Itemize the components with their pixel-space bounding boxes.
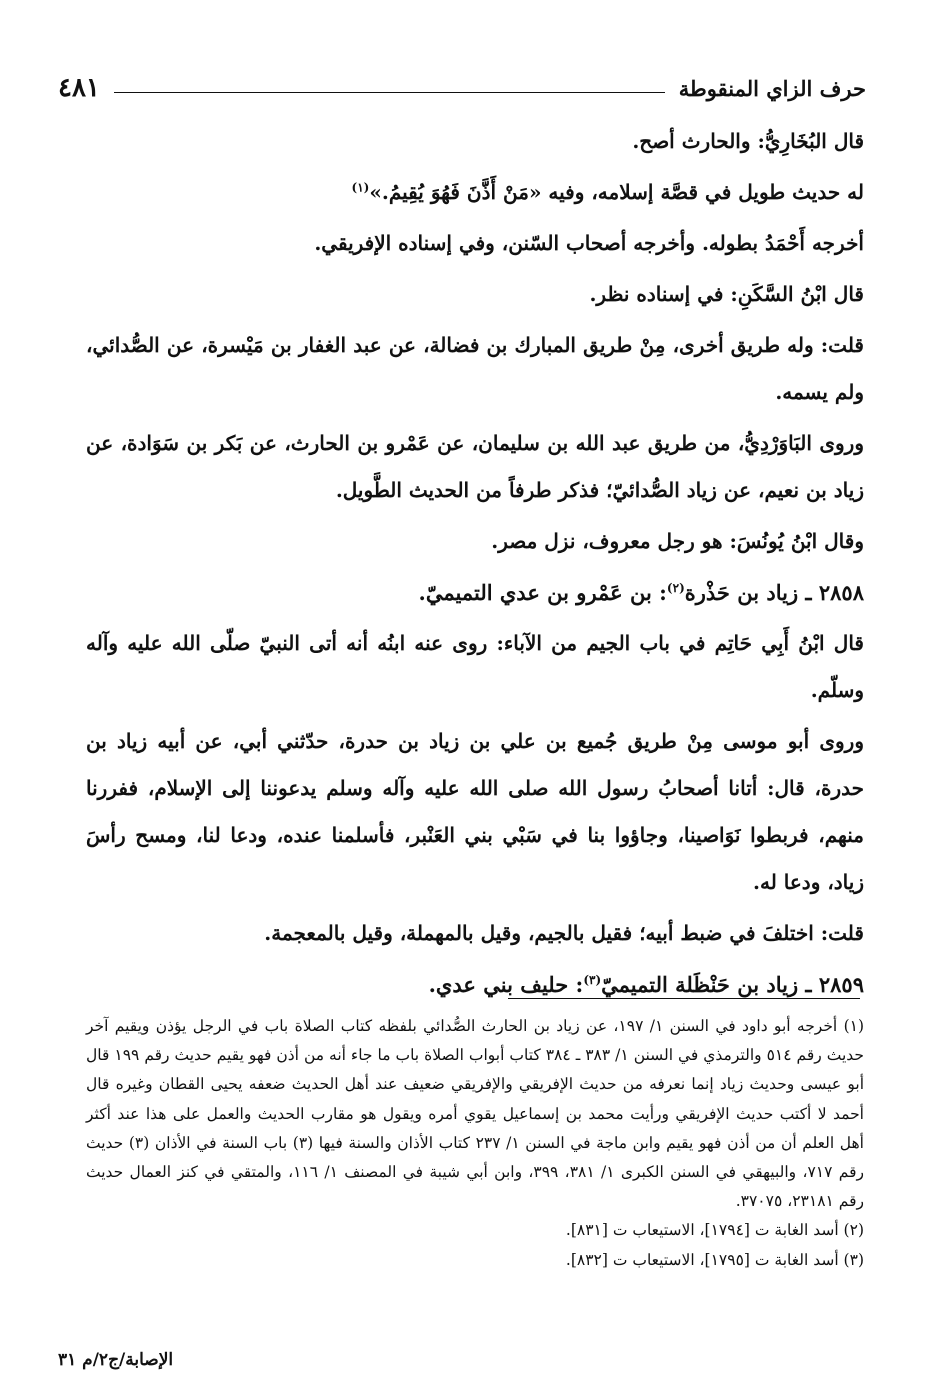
paragraph: أخرجه أَحْمَدُ بطوله. وأخرجه أصحاب السّنن، وفي إسناده الإفريقي. (314, 231, 864, 255)
footnote: (٢) أسد الغابة ت [١٧٩٤]، الاستيعاب ت [٨٣١]. (565, 1221, 864, 1240)
entry-lineage: : بن عَمْرو بن عدي التميميّ. (418, 580, 667, 605)
paragraph: قلت: وله طريق أخرى، مِنْ طريق المبارك بن فضالة، عن عبد الغفار بن مَيْسرة، عن الصُّدائي، ولم يسمه. (86, 333, 864, 404)
header-rule (114, 92, 665, 93)
paragraph-text: له حديث طويل في قصَّة إسلامه، وفيه «مَنْ أَذَّنَ فَهُوَ يُقِيمُ.» (369, 180, 864, 204)
footnotes (86, 1012, 864, 1275)
entry-heading (86, 569, 864, 616)
entry-name: ٢٨٥٩ ـ زياد بن حَنْظَلة التميميّ (601, 972, 864, 997)
main-text (86, 118, 864, 1012)
entry-lineage: : حليف بني عدي. (428, 972, 584, 997)
paragraph: وقال ابْنُ يُونُسَ: هو رجل معروف، نزل مصر. (491, 529, 864, 553)
footnote-separator (508, 998, 860, 999)
footnote-ref: (٣) (583, 973, 602, 987)
paragraph (86, 169, 864, 216)
chapter-title: حرف الزاي المنقوطة (678, 75, 866, 101)
running-header (58, 66, 866, 110)
page-number: ٤٨١ (58, 73, 100, 103)
footnote-ref: (٢) (666, 581, 685, 595)
paragraph: قلت: اختلفَ في ضبط أبيه؛ فقيل بالجيم، وقيل بالمهملة، وقيل بالمعجمة. (264, 921, 864, 945)
entry-heading (86, 961, 864, 1008)
paragraph: وروى البَاوَرْدِيُّ، من طريق عبد الله بن سليمان، عن عَمْرو بن الحارث، عن بَكر بن سَوَادة، عن زياد بن نعيم، عن زياد الصُّدائيّ؛ فذكر طرفاً من الحديث الطَّويل. (86, 431, 864, 502)
footnote: (١) أخرجه أبو داود في السنن ١/ ١٩٧، عن زياد بن الحارث الصُّدائي بلفظه كتاب الصلاة باب في الرجل يؤذن ويقيم آخر حديث رقم ٥١٤ والترمذي في السنن ١/ ٣٨٣ ـ ٣٨٤ كتاب أبواب الصلاة باب ما جاء أنه من أذن فهو يقيم حديث رقم ١٩٩ قال أبو عيسى وحديث زياد إنما نعرفه من حديث الإفريقي والإفريقي ضعيف عند أهل الحديث ضعفه يحيى القطان وغيره قال أحمد لا أكتب حديث الإفريقي ورأيت محمد بن إسماعيل يقوي أمره ويقول هو مقارب الحديث والعمل على هذا عند أكثر أهل العلم أن من أذن فهو يقيم وابن ماجة في السنن ١/ ٢٣٧ كتاب الأذان والسنة فيها (٣) باب السنة في الأذان (٣) حديث رقم ٧١٧، والبيهقي في السنن الكبرى ١/ ٣٨١، ٣٩٩، وابن أبي شيبة في المصنف ١/ ١١٦، والمتقي في كنز العمال حديث رقم ٢٣١٨١، ٣٧٠٧٥. (86, 1017, 865, 1211)
footnote-ref: (١) (351, 180, 370, 195)
paragraph: قال ابْنُ السَّكَنِ: في إسناده نظر. (589, 282, 864, 306)
paragraph: وروى أبو موسى مِنْ طريق جُميع بن علي بن زياد بن حدرة، حدّثني أبي، عن أبيه زياد بن حدرة، قال: أتانا أصحابُ رسول الله صلى الله عليه وآله وسلم يدعوننا إلى الإسلام، ففررنا منهم، فربطوا نَوَاصينا، وجاؤوا بنا في سَبْي بني العَنْبر، فأسلمنا عنده، ودعا لنا، ومسح رأسَ زياد، ودعا له. (86, 729, 864, 894)
paragraph: قال ابْنُ أَبِي حَاتِم في باب الجيم من الآباء: روى عنه ابنُه أنه أتى النبيّ صلّى الله عليه وآله وسلّم. (86, 631, 864, 702)
paragraph: قال البُخَارِيُّ: والحارث أصح. (632, 129, 864, 153)
entry-name: ٢٨٥٨ ـ زياد بن حَذْرة (684, 580, 864, 605)
footnote: (٣) أسد الغابة ت [١٧٩٥]، الاستيعاب ت [٨٣٢]. (565, 1250, 864, 1269)
signature-mark: الإصابة/ج٢/م ٣١ (58, 1350, 174, 1370)
